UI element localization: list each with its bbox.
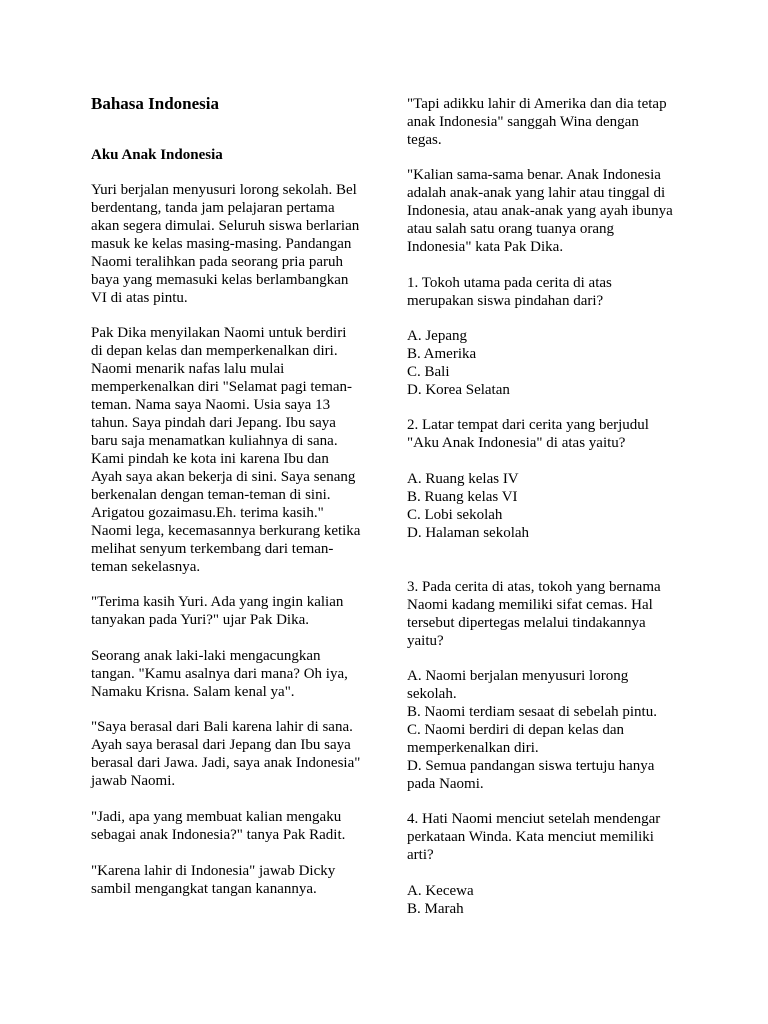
paragraph-naomi-introduction: Pak Dika menyilakan Naomi untuk berdiri di depan kelas dan memperkenalkan diri. Naomi menarik nafas lalu mulai memperkenalkan diri "Selamat pagi teman- teman. Nama saya Naomi. Usia saya 13 tahun. Saya pindah dari Jepang. Ibu saya baru saja menamatkan kuliahnya di sana. Kami pindah ke kota ini karena Ibu dan Ayah saya akan bekerja di sini. Saya senang berkenalan dengan teman-teman di sini. Arigatou gozaimasu.Eh. terima kasih." Naomi lega, kecemasannya berkurang ketika melihat senyum terkembang dari teman- teman sekelasnya. xyxy=(91,325,361,575)
paragraph-pak-dika-conclusion: "Kalian sama-sama benar. Anak Indonesia adalah anak-anak yang lahir atau tinggal di Indonesia, atau anak-anak yang ayah ibunya atau salah satu orang tuanya orang Indonesia" kata Pak Dika. xyxy=(407,167,673,255)
paragraph-pak-dika-question: "Terima kasih Yuri. Ada yang ingin kalian tanyakan pada Yuri?" ujar Pak Dika. xyxy=(91,594,344,628)
question-4: 4. Hati Naomi menciut setelah mendengar perkataan Winda. Kata menciut memiliki arti? xyxy=(407,811,661,863)
paragraph-naomi-answer: "Saya berasal dari Bali karena lahir di sana. Ayah saya berasal dari Jepang dan Ibu saya berasal dari Jawa. Jadi, saya anak Indonesia" jawab Naomi. xyxy=(91,719,361,789)
question-2-options: A. Ruang kelas IV B. Ruang kelas VI C. Lobi sekolah D. Halaman sekolah xyxy=(407,471,530,541)
paragraph-story-opening: Yuri berjalan menyusuri lorong sekolah. Bel berdentang, tanda jam pelajaran pertama akan segera dimulai. Seluruh siswa berlarian masuk ke kelas masing-masing. Pandangan Naomi teralihkan pada seorang pria paruh baya yang memasuki kelas berlambangkan VI di atas pintu. xyxy=(91,182,360,306)
question-1-options: A. Jepang B. Amerika C. Bali D. Korea Selatan xyxy=(407,328,510,398)
paragraph-pak-radit-question: "Jadi, apa yang membuat kalian mengaku sebagai anak Indonesia?" tanya Pak Radit. xyxy=(91,809,346,843)
paragraph-krisna-question: Seorang anak laki-laki mengacungkan tangan. "Kamu asalnya dari mana? Oh iya, Namaku Krisna. Salam kenal ya". xyxy=(91,648,348,700)
paragraph-wina-reply: "Tapi adikku lahir di Amerika dan dia tetap anak Indonesia" sanggah Wina dengan tegas. xyxy=(407,96,667,148)
story-title: Aku Anak Indonesia xyxy=(91,147,223,163)
question-1: 1. Tokoh utama pada cerita di atas merupakan siswa pindahan dari? xyxy=(407,275,612,309)
question-2: 2. Latar tempat dari cerita yang berjudul "Aku Anak Indonesia" di atas yaitu? xyxy=(407,417,649,451)
document-title: Bahasa Indonesia xyxy=(91,94,220,113)
question-4-options: A. Kecewa B. Marah xyxy=(407,883,474,917)
question-3: 3. Pada cerita di atas, tokoh yang bernama Naomi kadang memiliki sifat cemas. Hal tersebut dipertegas melalui tindakannya yaitu? xyxy=(407,579,661,649)
question-3-options: A. Naomi berjalan menyusuri lorong sekolah. B. Naomi terdiam sesaat di sebelah pintu. C. Naomi berdiri di depan kelas dan memperkenalkan diri. D. Semua pandangan siswa tertuju hanya pada Naomi. xyxy=(407,668,657,792)
paragraph-dicky-answer: "Karena lahir di Indonesia" jawab Dicky sambil mengangkat tangan kanannya. xyxy=(91,863,336,897)
